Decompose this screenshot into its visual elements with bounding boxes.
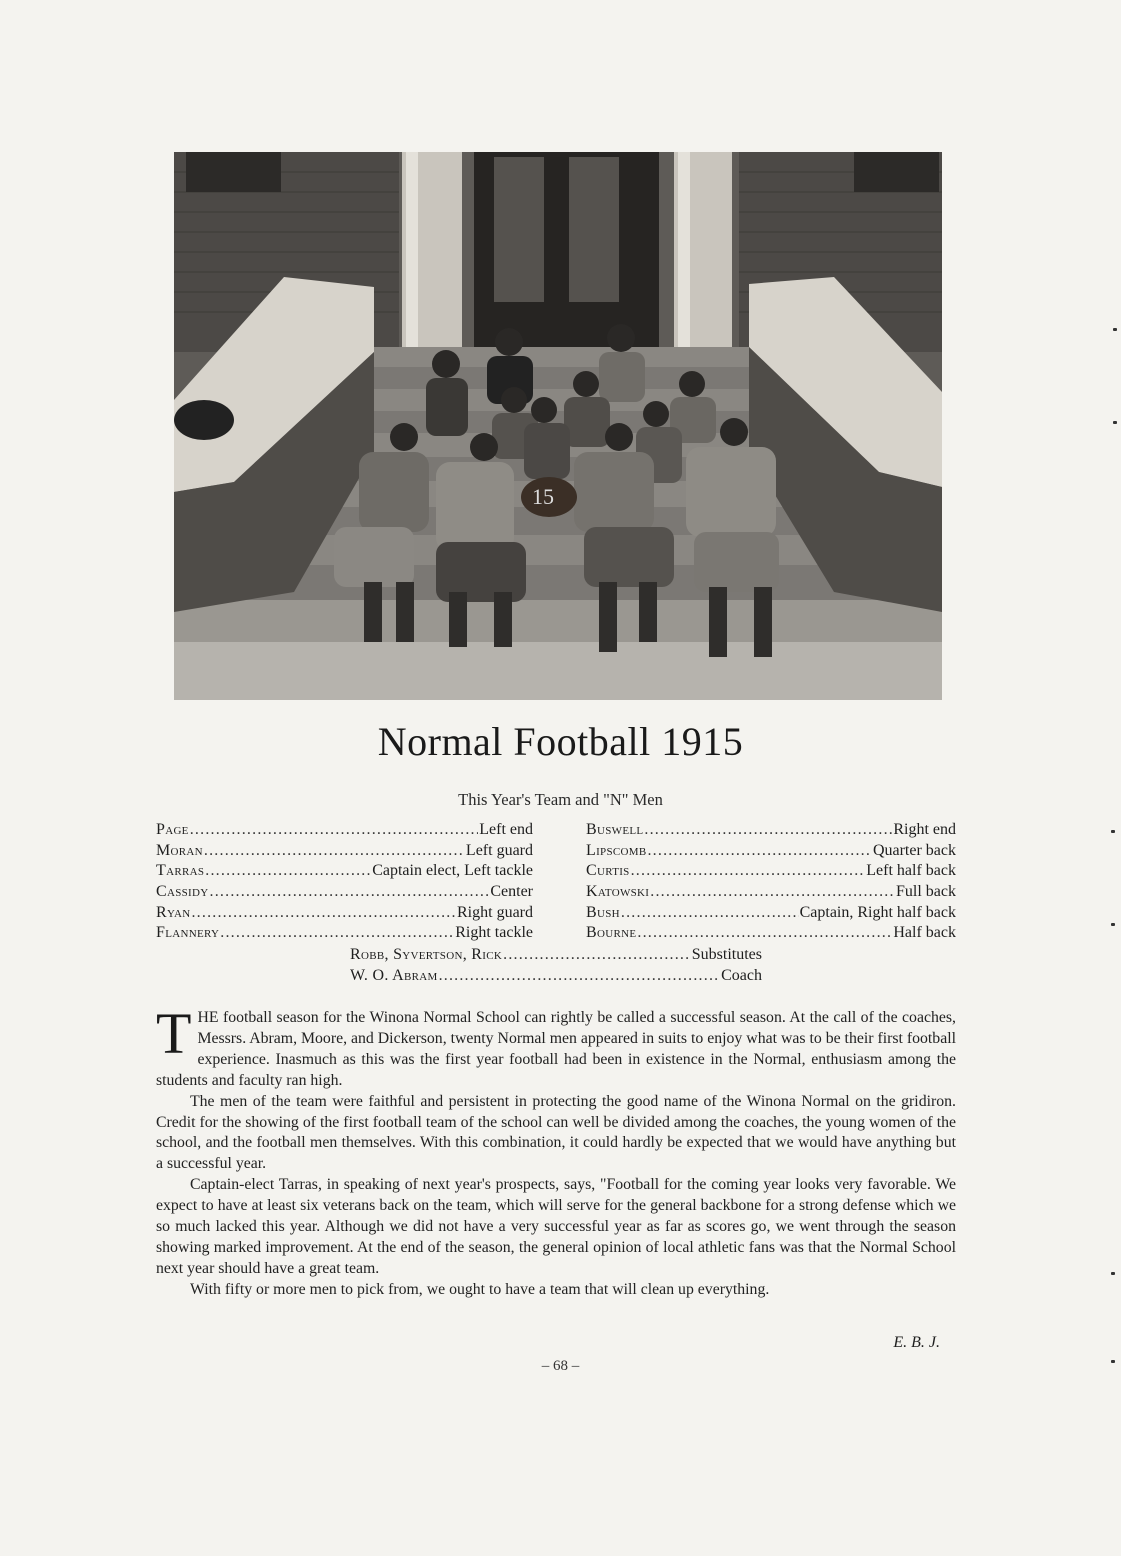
player-position: Right guard (457, 903, 533, 921)
player-name: Katowski (586, 883, 650, 901)
player-position: Right end (893, 821, 956, 838)
roster-row (586, 820, 956, 841)
margin-speck (1113, 328, 1117, 331)
player-position: Right tackle (455, 924, 533, 942)
leader-dots (205, 861, 371, 882)
article-paragraph: Captain-elect Tarras, in speaking of next year's prospects, says, "Football for the coming year looks very favorable. We expect to have at least six veterans back on the team, which will serve for the general backbone for a strong defense which we so much lacked this year. Although we did not have a very successful year as far as scores go, we went through the season showing marked improvement. At the end of the season, the general opinion of local athletic fans was that the Normal School next year should have a great team. (156, 1176, 956, 1277)
roster-row (586, 841, 956, 862)
team-photograph (174, 152, 942, 700)
jersey-number: 15 (532, 484, 554, 509)
author-signature: E. B. J. (893, 1334, 940, 1351)
article-paragraph (156, 1001, 956, 1092)
player-name: Tarras (156, 862, 205, 880)
leader-dots (191, 903, 456, 924)
player-position: Quarter back (872, 841, 956, 859)
team-photo-drawing (174, 152, 942, 700)
roster-right-column (586, 820, 956, 944)
roster-row (156, 820, 533, 841)
margin-speck (1111, 830, 1115, 833)
margin-speck (1113, 421, 1117, 424)
roster-row (156, 903, 533, 924)
player-name: Cassidy (156, 883, 209, 901)
roster-row (156, 882, 533, 903)
leader-dots (190, 820, 479, 841)
roster-row (350, 966, 762, 987)
roster-subtitle: This Year's Team and "N" Men (458, 790, 663, 809)
player-position: Substitutes (691, 946, 762, 963)
player-position: Captain elect, Left tackle (372, 862, 533, 880)
player-name: Flannery (156, 924, 220, 942)
roster-left-column (156, 820, 533, 944)
coach-name: W. O. Abram (350, 966, 438, 984)
page-title: Normal Football 1915 (377, 719, 744, 764)
leader-dots (220, 923, 454, 944)
player-position: Left end (479, 821, 533, 838)
leader-dots (210, 882, 490, 903)
door-glass-right (569, 157, 619, 302)
leader-dots (204, 841, 465, 862)
leader-dots (621, 903, 799, 924)
player-position: Half back (893, 924, 956, 942)
sidewalk (174, 642, 942, 700)
player-name: Bush (586, 903, 620, 921)
player-position: Captain, Right half back (799, 903, 956, 921)
roster-row (586, 882, 956, 903)
right-window (854, 152, 939, 192)
margin-speck (1111, 923, 1115, 926)
player-name: Bourne (586, 924, 637, 942)
roster-row (156, 923, 533, 944)
coach-role: Coach (721, 966, 762, 984)
leader-dots (637, 923, 892, 944)
leader-dots (644, 820, 892, 841)
player-name: Robb, Syvertson, Rick (350, 946, 503, 963)
margin-speck (1111, 1360, 1115, 1363)
roster-row (156, 841, 533, 862)
hat-on-parapet (174, 400, 234, 440)
player-name: Curtis (586, 862, 630, 880)
roster-row (586, 861, 956, 882)
leader-dots (650, 882, 895, 903)
page-number: – 68 – (541, 1358, 580, 1374)
article-paragraph: The men of the team were faithful and persistent in protecting the good name of the Winona Normal on the gridiron. Credit for the showing of the first football team of the school can well be divided among the coaches, the young women of the school, and the football men themselves. With this combination, it could hardly be expected that we would have anything but a successful year. (156, 1092, 956, 1173)
leader-dots (503, 945, 691, 966)
leader-dots (631, 861, 866, 882)
player-name: Moran (156, 841, 203, 859)
player-name: Buswell (586, 821, 644, 838)
player-position: Center (490, 883, 533, 901)
player-position: Left half back (866, 862, 956, 880)
paragraph-text: HE football season for the Winona Normal School can rightly be called a successful season. At the call of the coaches, Messrs. Abram, Moore, and Dickerson, twenty Normal men appeared in suits to enjoy what was to be their first football experience. Inasmuch as this was the first year football had been in existence in the Normal, enthusiasm among the students and faculty ran high. (156, 1009, 956, 1089)
player-position: Left guard (465, 841, 533, 859)
drop-cap: T (156, 1001, 192, 1066)
player-name: Ryan (156, 903, 191, 921)
article-body (156, 1001, 956, 1301)
player-name: Page (156, 821, 189, 838)
margin-speck (1111, 1272, 1115, 1275)
roster-row (586, 903, 956, 924)
leader-dots (439, 966, 721, 987)
roster-row (350, 945, 762, 966)
article-paragraph: With fifty or more men to pick from, we ought to have a team that will clean up everything. (190, 1280, 770, 1298)
roster-row (156, 861, 533, 882)
player-name: Lipscomb (586, 841, 647, 859)
roster-center-block (350, 945, 762, 986)
player-position: Full back (896, 883, 956, 901)
door-glass-left (494, 157, 544, 302)
left-window (186, 152, 281, 192)
leader-dots (647, 841, 871, 862)
roster-row (586, 923, 956, 944)
